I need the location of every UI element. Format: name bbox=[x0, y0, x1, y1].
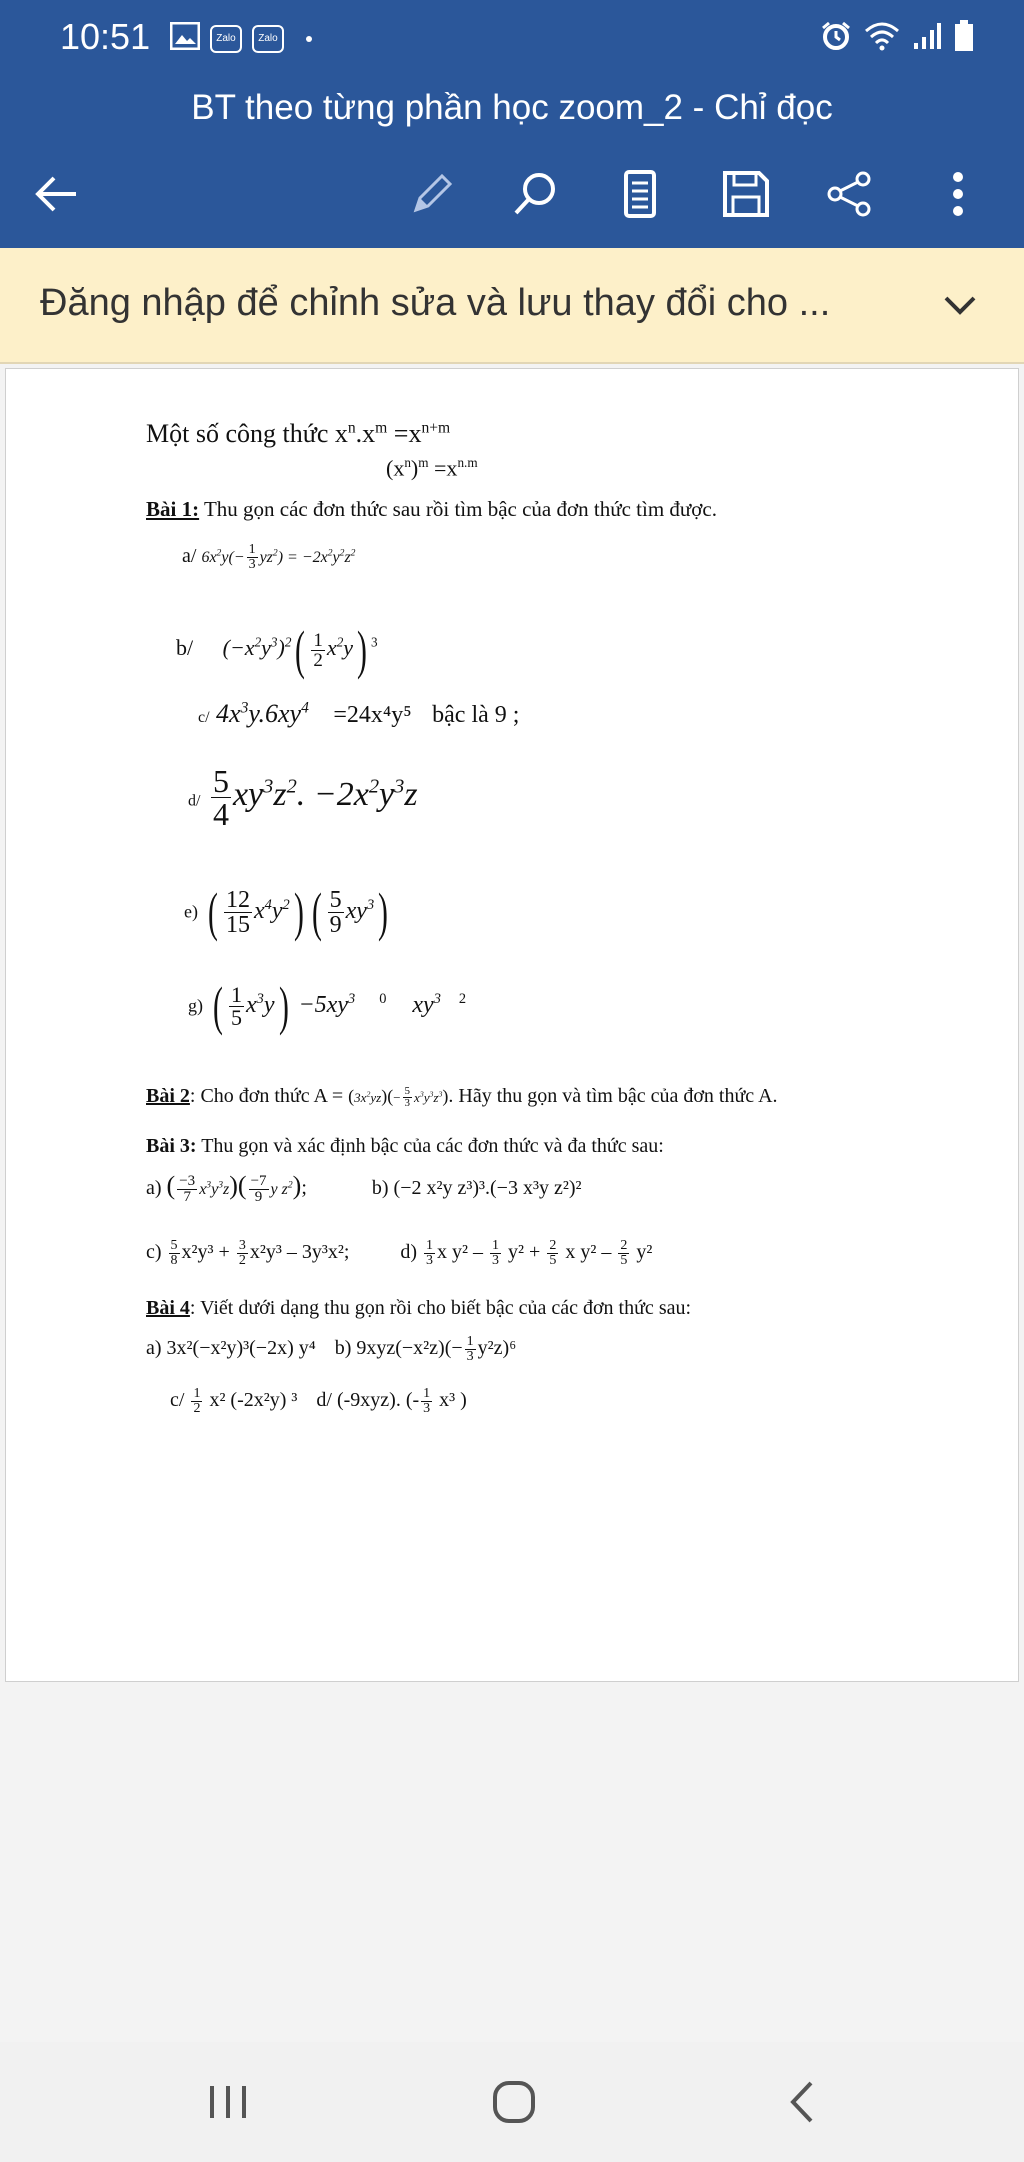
bai3-heading: Bài 3: Thu gọn và xác định bậc của các đơn thức và đa thức sau: bbox=[146, 1135, 664, 1157]
edit-button[interactable] bbox=[404, 166, 460, 222]
wifi-icon bbox=[864, 21, 900, 51]
formula-line-1: Một số công thức $x^n.x^m =x^{n+m}$ bbox=[146, 419, 451, 448]
save-icon bbox=[721, 169, 771, 219]
status-icons-right bbox=[820, 20, 974, 52]
signal-icon bbox=[912, 21, 942, 51]
back-nav-icon bbox=[787, 2079, 817, 2125]
document-scroll-area[interactable] bbox=[0, 364, 1024, 2042]
share-icon bbox=[825, 169, 875, 219]
gallery-icon bbox=[170, 22, 200, 55]
exercise-3c-3d: c) $\frac{5}{8}$ x²y³ + $\frac{3}{2}$ x²y³ – 3y³x²; d) $\frac{1}{3}$ x y² – $\frac{1}{3}$ y² + $\frac{2}{5}$ x y² – $\frac{2}{5}$ y² bbox=[146, 1238, 653, 1268]
recent-apps-button[interactable] bbox=[198, 2072, 258, 2132]
chevron-down-icon bbox=[940, 286, 980, 326]
bai1-heading: Bài 1: Thu gọn các đơn thức sau rồi tìm bậc của đơn thức tìm được. bbox=[146, 497, 717, 521]
bai4-heading: Bài 4: Viết dưới dạng thu gọn rồi cho biết bậc của các đơn thức sau: bbox=[146, 1297, 692, 1319]
notification-dot-icon bbox=[306, 36, 312, 42]
reading-view-icon bbox=[620, 169, 660, 219]
zalo-icon: Zalo bbox=[252, 25, 284, 53]
bai2-line: Bài 2: Cho đơn thức $A = (3x^2yz)(-$ $\frac{5}{3}$ $x^3y^3z^3$). Hãy thu gọn và tìm bậc của đơn thức A. bbox=[146, 1084, 778, 1109]
banner-expand-button[interactable] bbox=[940, 286, 980, 326]
document-page bbox=[5, 368, 1019, 1682]
reading-view-button[interactable] bbox=[612, 166, 668, 222]
zalo-icon: Zalo bbox=[210, 25, 242, 53]
battery-icon bbox=[954, 20, 974, 52]
formula-line-2: $(x^n)^m =x^{n.m}$ bbox=[386, 455, 478, 481]
exercise-1b: b/ $(-x^2y^3)^2$( $\frac{1}{2}$ $x^2y$) $^3$ bbox=[176, 620, 378, 680]
exercise-1e: e) ( $\frac{12}{15}$ $x^4y^2$) ( $\frac{5}{9}$ $xy^3$) bbox=[184, 882, 389, 942]
search-button[interactable] bbox=[508, 166, 564, 222]
exercise-1c: c/ $4x^3y.6xy^4 =24x^4y^5$ bậc là 9 ; bbox=[198, 699, 520, 728]
more-icon bbox=[948, 169, 968, 219]
share-button[interactable] bbox=[822, 166, 878, 222]
exercise-1g: g) ( $\frac{1}{5}$ $x^3y) -5xy^3$ $^0$ $xy^3$ $^2$ bbox=[188, 976, 467, 1036]
alarm-icon bbox=[820, 20, 852, 52]
home-button[interactable] bbox=[484, 2072, 544, 2132]
sign-in-banner[interactable] bbox=[0, 248, 1024, 364]
back-icon bbox=[32, 174, 80, 214]
recent-apps-icon bbox=[206, 2082, 250, 2122]
status-icons-left bbox=[170, 22, 312, 55]
edit-icon bbox=[408, 170, 456, 218]
exercise-4a-4b: a) 3x²(−x²y)³(−2x) y⁴ b) 9xyz(−x²z)(− $\frac{1}{3}$ y²z)⁶ bbox=[146, 1334, 517, 1364]
status-bar bbox=[0, 0, 1024, 76]
exercise-3a-3b: a) ( $\frac{-3}{7}$ $x^3y^3z$)( $\frac{-7}{9}$ y $z^2$); b) (−2 x²y z³)³.(−3 x³y z²)² bbox=[146, 1171, 582, 1205]
search-icon bbox=[511, 169, 561, 219]
exercise-1d: d/ $\frac{5}{4}$ $xy^3z^2$. $-2x^2y^3z$ bbox=[188, 763, 418, 832]
back-nav-button[interactable] bbox=[772, 2072, 832, 2132]
home-icon bbox=[491, 2079, 537, 2125]
save-button[interactable] bbox=[718, 166, 774, 222]
system-nav-bar bbox=[0, 2042, 1024, 2162]
back-button[interactable] bbox=[28, 166, 84, 222]
exercise-1a: a/ $6x^2y(-$ $\frac{1}{3}$ $yz^2) = -2x^2y^2z^2$ bbox=[182, 542, 356, 572]
banner-text: Đăng nhập để chỉnh sửa và lưu thay đổi cho ... bbox=[40, 282, 831, 324]
document-title: BT theo từng phần học zoom_2 - Chỉ đọc bbox=[0, 76, 1024, 140]
exercise-4c-4d: c/ $\frac{1}{2}$ x² (-2x²y) ³ d/ (-9xyz). (- $\frac{1}{3}$ x³ ) bbox=[170, 1386, 467, 1416]
status-time: 10:51 bbox=[60, 16, 151, 57]
more-options-button[interactable] bbox=[930, 166, 986, 222]
toolbar bbox=[0, 140, 1024, 248]
